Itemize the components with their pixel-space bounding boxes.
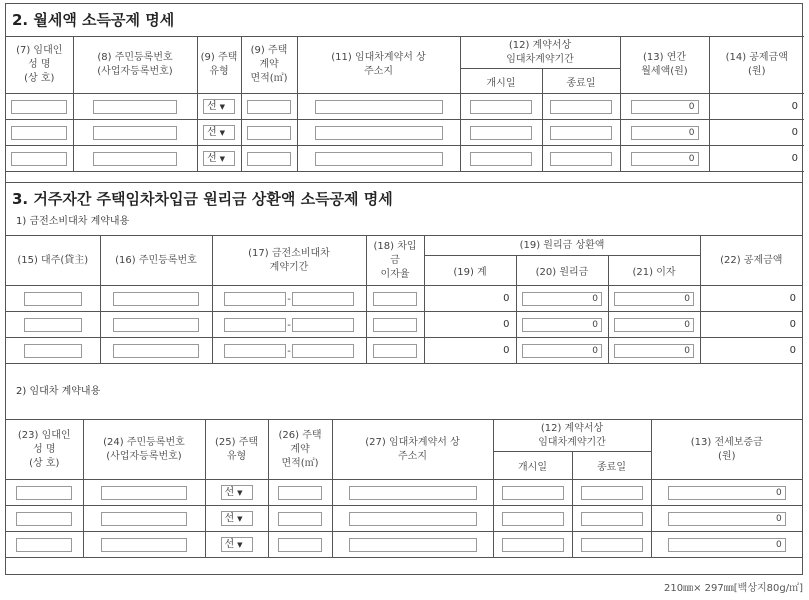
- subsection-lease-contract-title: 2) 임대차 계약내용: [16, 386, 101, 397]
- principal-input[interactable]: 0: [522, 292, 602, 306]
- house-type-select[interactable]: 선 ▼: [221, 511, 253, 526]
- interest-rate-input[interactable]: [373, 344, 417, 358]
- loan-end-input[interactable]: [292, 344, 354, 358]
- header-deduction: (14) 공제금액 (원): [709, 37, 804, 94]
- principal-input[interactable]: 0: [522, 344, 602, 358]
- start-date-input[interactable]: [470, 126, 532, 140]
- period-separator: -: [287, 319, 291, 331]
- end-date-input[interactable]: [550, 126, 612, 140]
- area-input[interactable]: [278, 512, 322, 526]
- header-total: (19) 계: [424, 256, 516, 286]
- header-contract-area: (9) 주택 계약 면적(㎡): [241, 37, 297, 94]
- lender-resident-number-input[interactable]: [113, 344, 199, 358]
- house-type-select[interactable]: 선 ▼: [203, 99, 235, 114]
- lessor-name-input[interactable]: [11, 152, 67, 166]
- header-end-date-2: 종료일: [572, 452, 651, 480]
- paper-spec-footer: 210㎜× 297㎜[백상지80g/㎡]: [664, 583, 803, 594]
- section-2-title: 2. 월세액 소득공제 명세: [12, 11, 175, 29]
- header-loan-period: (17) 금전소비대차 계약기간: [212, 236, 366, 286]
- lease-contract-table: [6, 419, 802, 558]
- header-house-type: (9) 주택 유형: [197, 37, 241, 94]
- lessor-name-input[interactable]: [16, 538, 72, 552]
- lessor-name-input[interactable]: [16, 486, 72, 500]
- loan-start-input[interactable]: [224, 292, 286, 306]
- area-input[interactable]: [278, 538, 322, 552]
- repayment-total: 0: [424, 286, 516, 312]
- deposit-input[interactable]: 0: [668, 512, 786, 526]
- loan-end-input[interactable]: [292, 318, 354, 332]
- table-row: [6, 506, 802, 532]
- lender-resident-number-input[interactable]: [113, 318, 199, 332]
- interest-input[interactable]: 0: [614, 318, 694, 332]
- house-type-select[interactable]: 선 ▼: [203, 125, 235, 140]
- header-lender-resident-number: (16) 주민등록번호: [100, 236, 212, 286]
- header-principal: (20) 원리금: [516, 256, 608, 286]
- area-input[interactable]: [278, 486, 322, 500]
- deposit-input[interactable]: 0: [668, 486, 786, 500]
- house-type-select[interactable]: 선 ▼: [221, 485, 253, 500]
- start-date-input[interactable]: [470, 152, 532, 166]
- header-lessor-name-2: (23) 임대인 성 명 (상 호): [6, 420, 83, 480]
- header-interest-rate: (18) 차입 금 이자율: [366, 236, 424, 286]
- header-contract-address: (11) 임대차계약서 상 주소지: [297, 37, 460, 94]
- area-input[interactable]: [247, 126, 291, 140]
- loan-contract-table: [6, 235, 802, 364]
- annual-rent-input[interactable]: 0: [631, 152, 699, 166]
- area-input[interactable]: [247, 100, 291, 114]
- period-separator: -: [287, 293, 291, 305]
- interest-input[interactable]: 0: [614, 344, 694, 358]
- annual-rent-input[interactable]: 0: [631, 100, 699, 114]
- lessor-name-input[interactable]: [11, 100, 67, 114]
- header-start-date-2: 개시일: [493, 452, 572, 480]
- lessor-name-input[interactable]: [11, 126, 67, 140]
- address-input[interactable]: [349, 512, 477, 526]
- deduction-value: 0: [709, 120, 804, 146]
- repayment-total: 0: [424, 312, 516, 338]
- house-type-select[interactable]: 선 ▼: [221, 537, 253, 552]
- end-date-input[interactable]: [581, 538, 643, 552]
- end-date-input[interactable]: [550, 152, 612, 166]
- lender-resident-number-input[interactable]: [113, 292, 199, 306]
- deduction-value: 0: [709, 94, 804, 120]
- header-end-date: 종료일: [542, 69, 620, 94]
- header-annual-rent: (13) 연간 월세액(원): [620, 37, 709, 94]
- address-input[interactable]: [315, 152, 443, 166]
- header-loan-deduction: (22) 공제금액: [700, 236, 802, 286]
- subsection-loan-contract-title: 1) 금전소비대차 계약내용: [16, 216, 130, 227]
- header-interest: (21) 이자: [608, 256, 700, 286]
- loan-deduction-value: 0: [700, 338, 802, 364]
- table-row: [6, 286, 802, 312]
- table-row: [6, 94, 804, 120]
- start-date-input[interactable]: [502, 538, 564, 552]
- end-date-input[interactable]: [581, 486, 643, 500]
- table-row: [6, 480, 802, 506]
- resident-number-input[interactable]: [101, 538, 187, 552]
- area-input[interactable]: [247, 152, 291, 166]
- lender-input[interactable]: [24, 344, 82, 358]
- table-row: [6, 532, 802, 558]
- header-resident-number: (8) 주민등록번호 (사업자등록번호): [73, 37, 197, 94]
- deposit-input[interactable]: 0: [668, 538, 786, 552]
- address-input[interactable]: [349, 486, 477, 500]
- header-repayment: (19) 원리금 상환액: [424, 236, 700, 256]
- loan-start-input[interactable]: [224, 318, 286, 332]
- section-3-title: 3. 거주자간 주택임차차입금 원리금 상환액 소득공제 명세: [12, 190, 393, 208]
- header-house-type-2: (25) 주택 유형: [205, 420, 268, 480]
- loan-deduction-value: 0: [700, 312, 802, 338]
- resident-number-input[interactable]: [93, 126, 177, 140]
- header-contract-area-2: (26) 주택 계약 면적(㎡): [268, 420, 332, 480]
- table-row: [6, 120, 804, 146]
- annual-rent-input[interactable]: 0: [631, 126, 699, 140]
- end-date-input[interactable]: [581, 512, 643, 526]
- loan-start-input[interactable]: [224, 344, 286, 358]
- loan-deduction-value: 0: [700, 286, 802, 312]
- header-contract-address-2: (27) 임대차계약서 상 주소지: [332, 420, 493, 480]
- period-separator: -: [287, 345, 291, 357]
- monthly-rent-table: [6, 36, 804, 172]
- start-date-input[interactable]: [502, 486, 564, 500]
- address-input[interactable]: [315, 126, 443, 140]
- interest-rate-input[interactable]: [373, 292, 417, 306]
- header-start-date: 개시일: [460, 69, 542, 94]
- table-row: [6, 338, 802, 364]
- resident-number-input[interactable]: [93, 152, 177, 166]
- table-row: [6, 146, 804, 172]
- resident-number-input[interactable]: [101, 486, 187, 500]
- principal-input[interactable]: 0: [522, 318, 602, 332]
- header-lessor-name: (7) 임대인 성 명 (상 호): [6, 37, 73, 94]
- header-contract-period: (12) 계약서상 임대차계약기간: [460, 37, 620, 69]
- table-row: [6, 312, 802, 338]
- header-contract-period-2: (12) 계약서상 임대차계약기간: [493, 420, 651, 452]
- resident-number-input[interactable]: [101, 512, 187, 526]
- end-date-input[interactable]: [550, 100, 612, 114]
- resident-number-input[interactable]: [93, 100, 177, 114]
- section-3-loan-repayment: [5, 182, 803, 575]
- header-deposit: (13) 전세보증금 (원): [651, 420, 802, 480]
- header-resident-number-2: (24) 주민등록번호 (사업자등록번호): [83, 420, 205, 480]
- repayment-total: 0: [424, 338, 516, 364]
- interest-rate-input[interactable]: [373, 318, 417, 332]
- address-input[interactable]: [349, 538, 477, 552]
- header-lender: (15) 대주(貸主): [6, 236, 100, 286]
- lender-input[interactable]: [24, 318, 82, 332]
- lender-input[interactable]: [24, 292, 82, 306]
- interest-input[interactable]: 0: [614, 292, 694, 306]
- start-date-input[interactable]: [502, 512, 564, 526]
- house-type-select[interactable]: 선 ▼: [203, 151, 235, 166]
- address-input[interactable]: [315, 100, 443, 114]
- section-2-monthly-rent: [5, 3, 803, 183]
- lessor-name-input[interactable]: [16, 512, 72, 526]
- deduction-value: 0: [709, 146, 804, 172]
- start-date-input[interactable]: [470, 100, 532, 114]
- loan-end-input[interactable]: [292, 292, 354, 306]
